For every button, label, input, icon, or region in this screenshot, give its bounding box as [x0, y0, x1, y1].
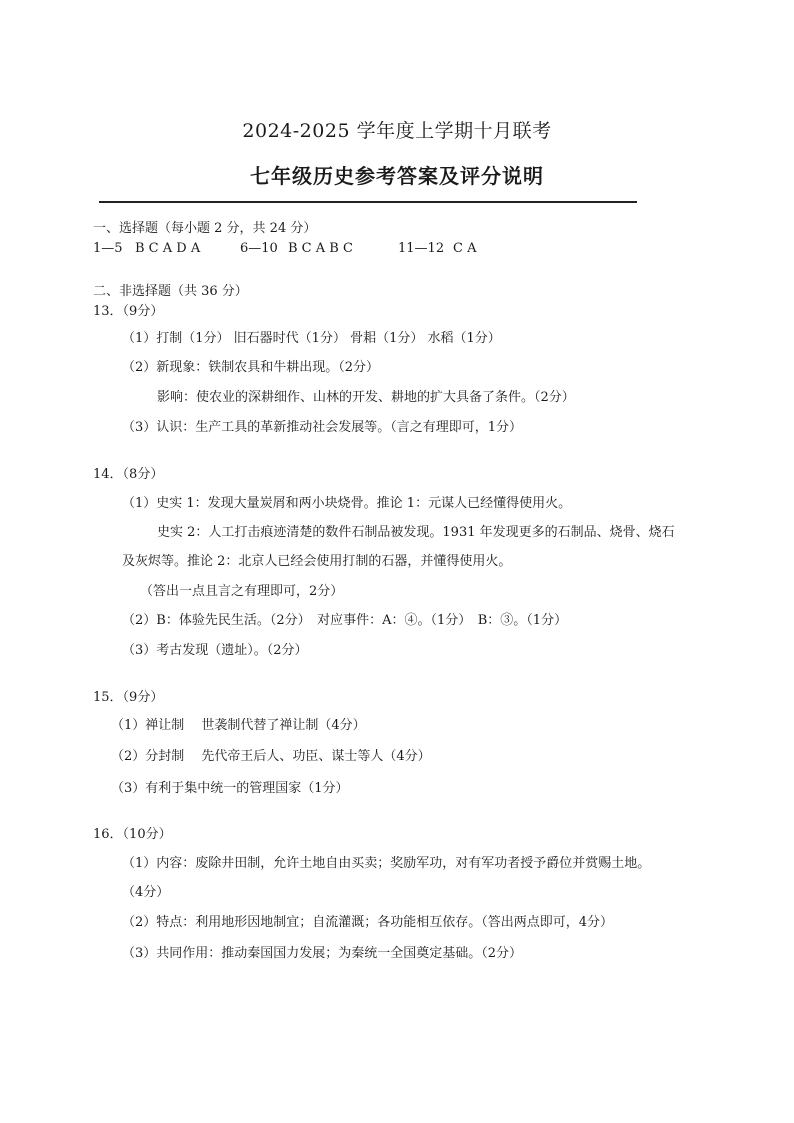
exam-title: 2024-2025 学年度上学期十月联考: [242, 120, 552, 142]
q14-answer-2: （2）B：体验先民生活。（2分） 对应事件：A：④。（1分） B：③。（1分）: [122, 613, 568, 628]
q16-answer-1-points: （4分）: [122, 885, 170, 900]
q15-title: 15．（9分）: [93, 690, 164, 705]
choice-range-1: 1—5: [93, 241, 123, 256]
title-divider: [99, 201, 637, 203]
q14-title: 14．（8分）: [93, 467, 164, 482]
q15-answer-2: （2）分封制 先代帝王后人、功臣、谋士等人（4分）: [111, 749, 431, 764]
q14-answer-3: （3）考古发现（遗址）。（2分）: [122, 643, 308, 658]
choice-range-3: 11—12: [398, 241, 445, 256]
q16-answer-3: （3）共同作用：推动秦国国力发展；为秦统一全国奠定基础。（2分）: [122, 946, 523, 961]
q14-answer-1-continued: 及灰烬等。推论 2：北京人已经会使用打制的石器，并懂得使用火。: [122, 554, 512, 569]
q13-answer-2: （2）新现象：铁制农具和牛耕出现。（2分）: [122, 360, 380, 375]
choice-range-2: 6—10: [240, 241, 278, 256]
q14-answer-1: （1）史实 1：发现大量炭屑和两小块烧骨。推论 1：元谋人已经懂得使用火。: [122, 496, 572, 511]
section-1-heading: 一、选择题（每小题 2 分，共 24 分）: [93, 221, 317, 236]
choice-answers-1: B C A D A: [135, 241, 201, 256]
q14-answer-1-fact-2: 史实 2：人工打击痕迹清楚的数件石制品被发现。1931 年发现更多的石制品、烧骨、烧石: [157, 525, 675, 540]
q13-title: 13．（9分）: [93, 304, 164, 319]
choice-answers-row: [93, 241, 476, 257]
q15-answer-1: （1）禅让制 世袭制代替了禅让制（4分）: [111, 718, 366, 733]
section-2-heading: 二、非选择题（共 36 分）: [93, 284, 248, 299]
q13-answer-2-impact: 影响：使农业的深耕细作、山林的开发、耕地的扩大具备了条件。（2分）: [157, 390, 575, 405]
q13-answer-1: （1）打制（1分） 旧石器时代（1分） 骨耜（1分） 水稻（1分）: [122, 331, 501, 346]
q16-answer-2: （2）特点：利用地形因地制宜；自流灌溉；各功能相互依存。（答出两点即可，4分）: [122, 915, 614, 930]
document-title: 七年级历史参考答案及评分说明: [250, 164, 544, 188]
choice-answers-2: B C A B C: [288, 241, 353, 256]
q16-answer-1: （1）内容：废除井田制，允许土地自由买卖；奖励军功，对有军功者授予爵位并赏赐土地。: [122, 856, 651, 871]
q16-title: 16．（10分）: [93, 827, 172, 842]
choice-answers-3: C A: [453, 241, 477, 256]
q13-answer-3: （3）认识：生产工具的革新推动社会发展等。（言之有理即可，1分）: [122, 420, 523, 435]
q14-answer-1-note: （答出一点且言之有理即可，2分）: [140, 584, 344, 599]
q15-answer-3: （3）有利于集中统一的管理国家（1分）: [111, 781, 349, 796]
